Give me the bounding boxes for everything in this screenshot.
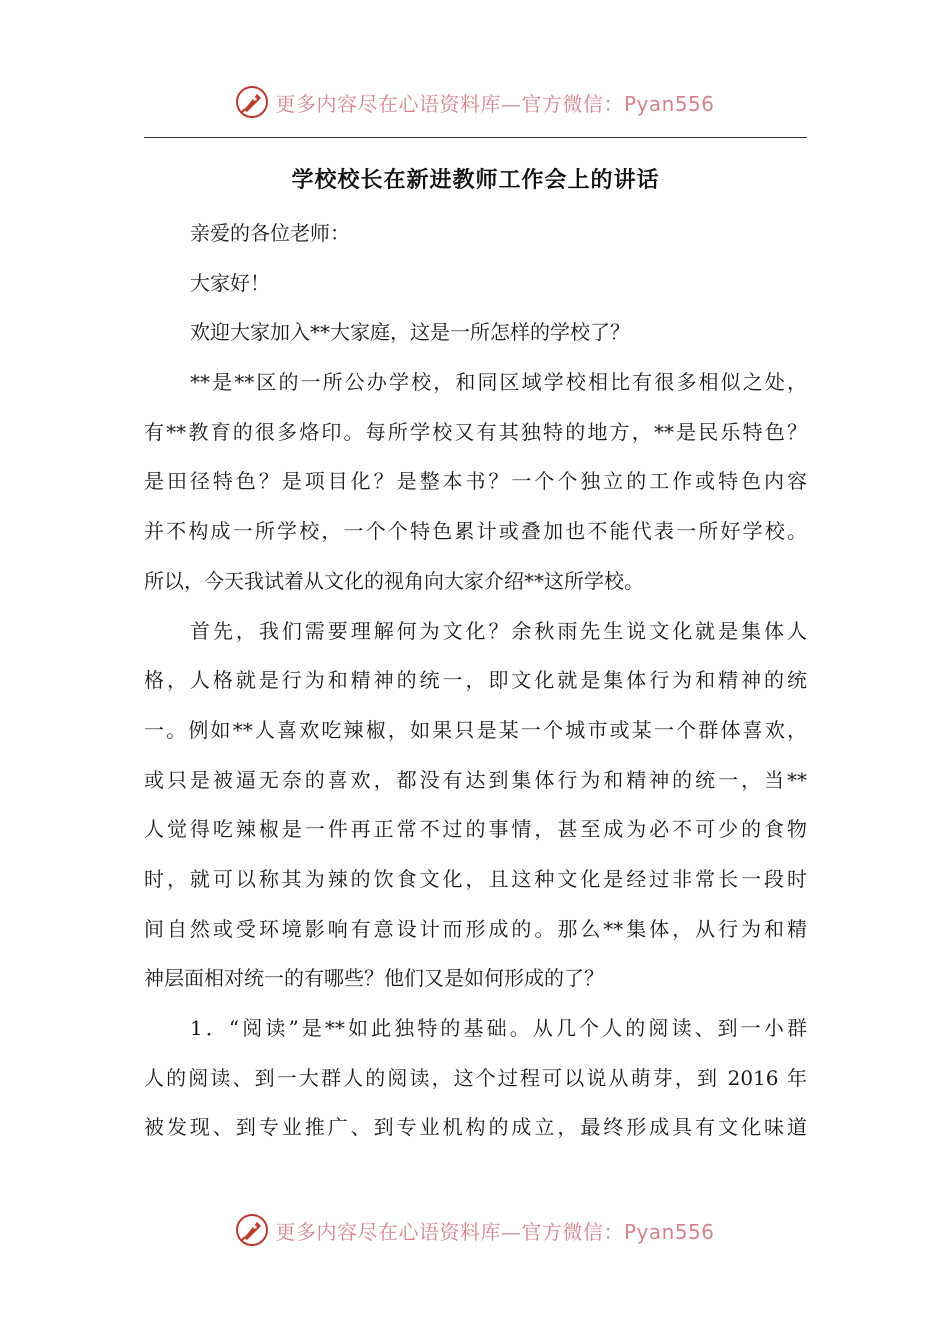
text-line: 所以，今天我试着从文化的视角向大家介绍**这所学校。	[144, 569, 644, 593]
text-line: 欢迎大家加入**大家庭，这是一所怎样的学校了？	[190, 320, 630, 344]
text-line: 并不构成一所学校，一个个特色累计或叠加也不能代表一所好学校。	[144, 519, 807, 543]
banner-label: 更多内容尽在心语资料库—官方微信：	[275, 91, 624, 116]
text-line: **是**区的一所公办学校，和同区域学校相比有很多相似之处，	[190, 370, 807, 394]
text-line: 时，就可以称其为辣的饮食文化，且这种文化是经过非常长一段时	[144, 867, 807, 891]
text-line: 人的阅读、到一大群人的阅读，这个过程可以说从萌芽，到 2016 年	[144, 1066, 807, 1090]
pen-nib-circle-icon	[235, 1213, 269, 1247]
text-line: 1．“阅读”是**如此独特的基础。从几个人的阅读、到一小群	[190, 1016, 807, 1040]
text-line: 有**教育的很多烙印。每所学校又有其独特的地方，**是民乐特色？	[144, 420, 807, 444]
header-divider	[144, 137, 807, 138]
wechat-id: Pyan556	[623, 91, 715, 116]
text-line: 亲爱的各位老师：	[190, 221, 350, 245]
text-line: 一。例如**人喜欢吃辣椒，如果只是某一个城市或某一个群体喜欢，	[144, 718, 807, 742]
footer-banner	[0, 1208, 950, 1252]
text-line: 大家好！	[190, 271, 270, 295]
banner-text	[275, 1216, 714, 1245]
text-line: 或只是被逼无奈的喜欢，都没有达到集体行为和精神的统一，当**	[144, 768, 807, 792]
text-line: 是田径特色？是项目化？是整本书？一个个独立的工作或特色内容	[144, 469, 807, 493]
page-title: 学校校长在新进教师工作会上的讲话	[291, 167, 660, 193]
text-line: 被发现、到专业推广、到专业机构的成立，最终形成具有文化味道	[144, 1115, 807, 1139]
text-line: 首先，我们需要理解何为文化？余秋雨先生说文化就是集体人	[190, 619, 807, 643]
text-line: 人觉得吃辣椒是一件再正常不过的事情，甚至成为必不可少的食物	[144, 817, 807, 841]
text-line: 格，人格就是行为和精神的统一，即文化就是集体行为和精神的统	[144, 668, 807, 692]
banner-text	[275, 88, 714, 117]
text-line: 间自然或受环境影响有意设计而形成的。那么**集体，从行为和精	[144, 917, 807, 941]
banner-label: 更多内容尽在心语资料库—官方微信：	[275, 1219, 624, 1244]
header-banner	[0, 80, 950, 124]
wechat-id: Pyan556	[623, 1219, 715, 1244]
text-line: 神层面相对统一的有哪些？他们又是如何形成的了？	[144, 966, 604, 990]
pen-nib-circle-icon	[235, 85, 269, 119]
